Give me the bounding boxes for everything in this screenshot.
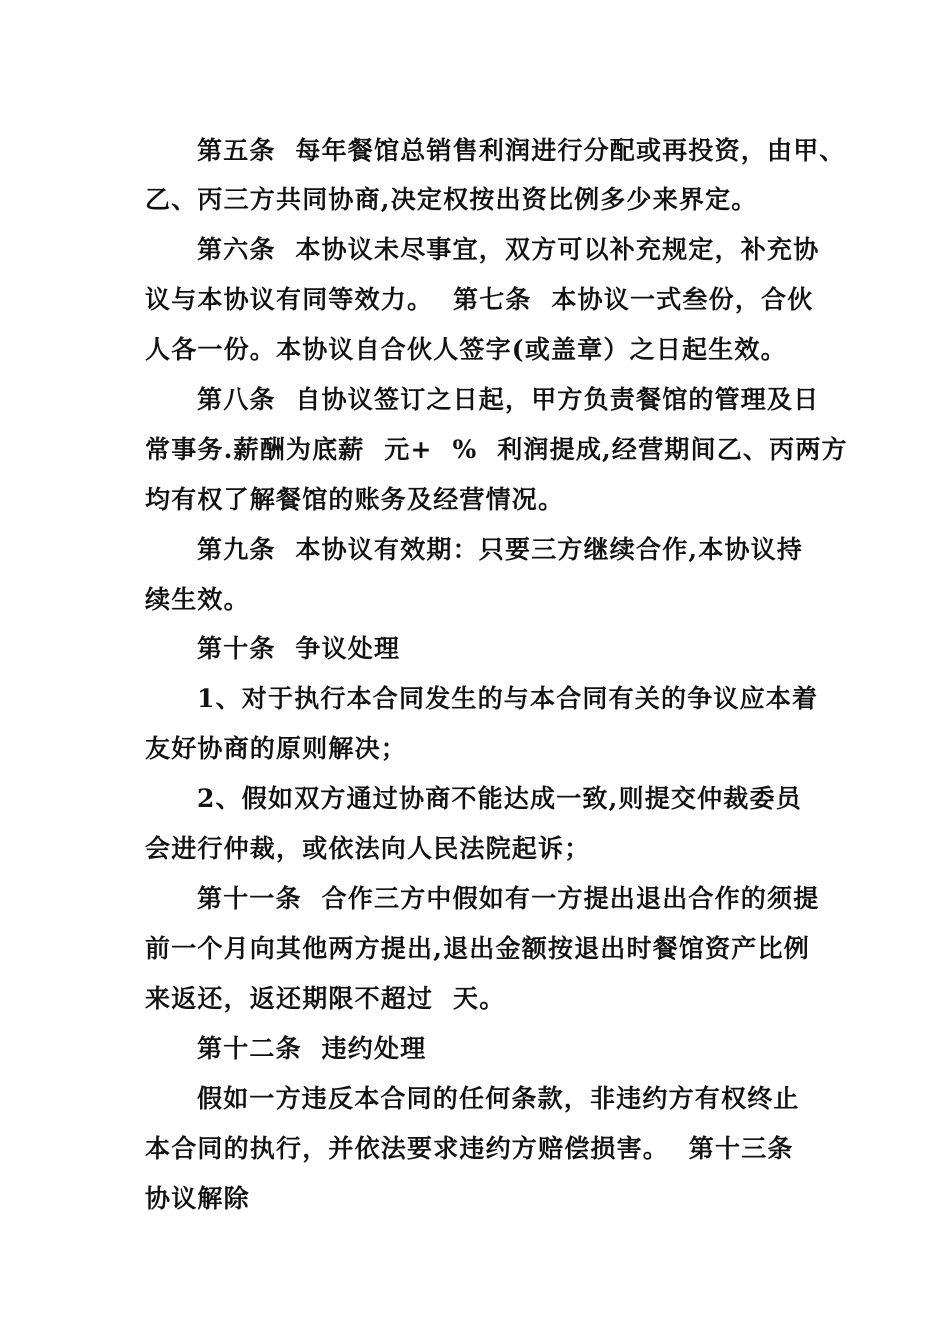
article-8-line-3: 均有权了解餐馆的账务及经营情况。: [145, 485, 565, 514]
article-5-line-1: 第五条 每年餐馆总销售利润进行分配或再投资，由甲、: [197, 136, 846, 165]
article-10-item-1-line-2: 友好协商的原则解决；: [145, 734, 408, 763]
article-11-line-2: 前一个月向其他两方提出,退出金额按退出时餐馆资产比例: [145, 934, 810, 963]
article-13-heading: 协议解除: [145, 1184, 250, 1213]
article-10-item-2-line-2: 会进行仲裁，或依法向人民法院起诉；: [145, 834, 591, 863]
article-12-line-2: 本合同的执行，并依法要求违约方赔偿损害。 第十三条: [145, 1134, 794, 1163]
article-9-line-1: 第九条 本协议有效期：只要三方继续合作,本协议持: [197, 535, 804, 564]
article-11-line-3: 来返还，返还期限不超过 天。: [145, 984, 506, 1013]
article-8-line-1: 第八条 自协议签订之日起，甲方负责餐馆的管理及日: [197, 385, 820, 414]
article-10-heading: 第十条 争议处理: [197, 634, 401, 663]
article-6-line-2: 议与本协议有同等效力。 第七条 本协议一式叁份，合伙: [145, 285, 814, 314]
article-9-line-2: 续生效。: [145, 585, 250, 614]
article-7-line: 人各一份。本协议自合伙人签字(或盖章）之日起生效。: [145, 335, 787, 364]
article-12-heading: 第十二条 违约处理: [197, 1034, 427, 1063]
article-11-line-1: 第十一条 合作三方中假如有一方提出退出合作的须提: [197, 884, 820, 913]
article-10-item-2-line-1: 2、假如双方通过协商不能达成一致,则提交仲裁委员: [197, 784, 802, 813]
article-12-line-1: 假如一方违反本合同的任何条款，非违约方有权终止: [197, 1084, 800, 1113]
article-5-line-2: 乙、丙三方共同协商,决定权按出资比例多少来界定。: [145, 185, 758, 214]
article-10-item-1-line-1: 1、对于执行本合同发生的与本合同有关的争议应本着: [197, 684, 819, 713]
article-6-line-1: 第六条 本协议未尽事宜，双方可以补充规定，补充协: [197, 235, 820, 264]
article-8-line-2: 常事务.薪酬为底薪 元+ % 利润提成,经营期间乙、丙两方: [145, 435, 848, 464]
